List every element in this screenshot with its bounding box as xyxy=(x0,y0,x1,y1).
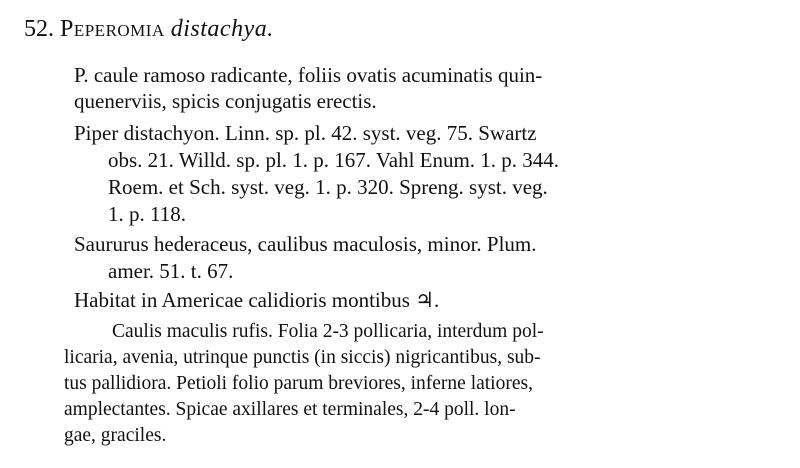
synonym-piper-line-3: Roem. et Sch. syst. veg. 1. p. 320. Spreng. syst. veg. xyxy=(108,175,548,199)
species-name: distachya. xyxy=(170,16,274,42)
description-line-1: Caulis maculis rufis. Folia 2-3 pollicaria, interdum pol- xyxy=(112,321,544,342)
entry-number: 52. xyxy=(24,16,54,42)
synonym-piper-line-4: 1. p. 118. xyxy=(108,202,186,226)
habitat-line: Habitat in Americae calidioris montibus ♃. xyxy=(74,288,440,312)
description-line-2: licaria, avenia, utrinque punctis (in siccis) nigricantibus, sub- xyxy=(64,347,541,368)
synonym-saururus-line-2: amer. 51. t. 67. xyxy=(108,259,234,283)
diagnosis-line-2: quenerviis, spicis conjugatis erectis. xyxy=(74,89,377,113)
synonym-piper-line-1: Piper distachyon. Linn. sp. pl. 42. syst. veg. 75. Swartz xyxy=(74,121,537,145)
entry-title xyxy=(24,14,274,44)
diagnosis-line-1: P. caule ramoso radicante, foliis ovatis acuminatis quin- xyxy=(74,63,543,87)
description-line-3: tus pallidiora. Petioli folio parum breviores, inferne latiores, xyxy=(64,373,533,394)
synonym-piper-line-2: obs. 21. Willd. sp. pl. 1. p. 167. Vahl Enum. 1. p. 344. xyxy=(108,148,560,172)
description-line-4: amplectantes. Spicae axillares et terminales, 2-4 poll. lon- xyxy=(64,399,516,420)
description-line-5: gae, graciles. xyxy=(64,425,167,446)
synonym-saururus-line-1: Saururus hederaceus, caulibus maculosis, minor. Plum. xyxy=(74,232,537,256)
genus-name: Peperomia xyxy=(60,16,165,42)
